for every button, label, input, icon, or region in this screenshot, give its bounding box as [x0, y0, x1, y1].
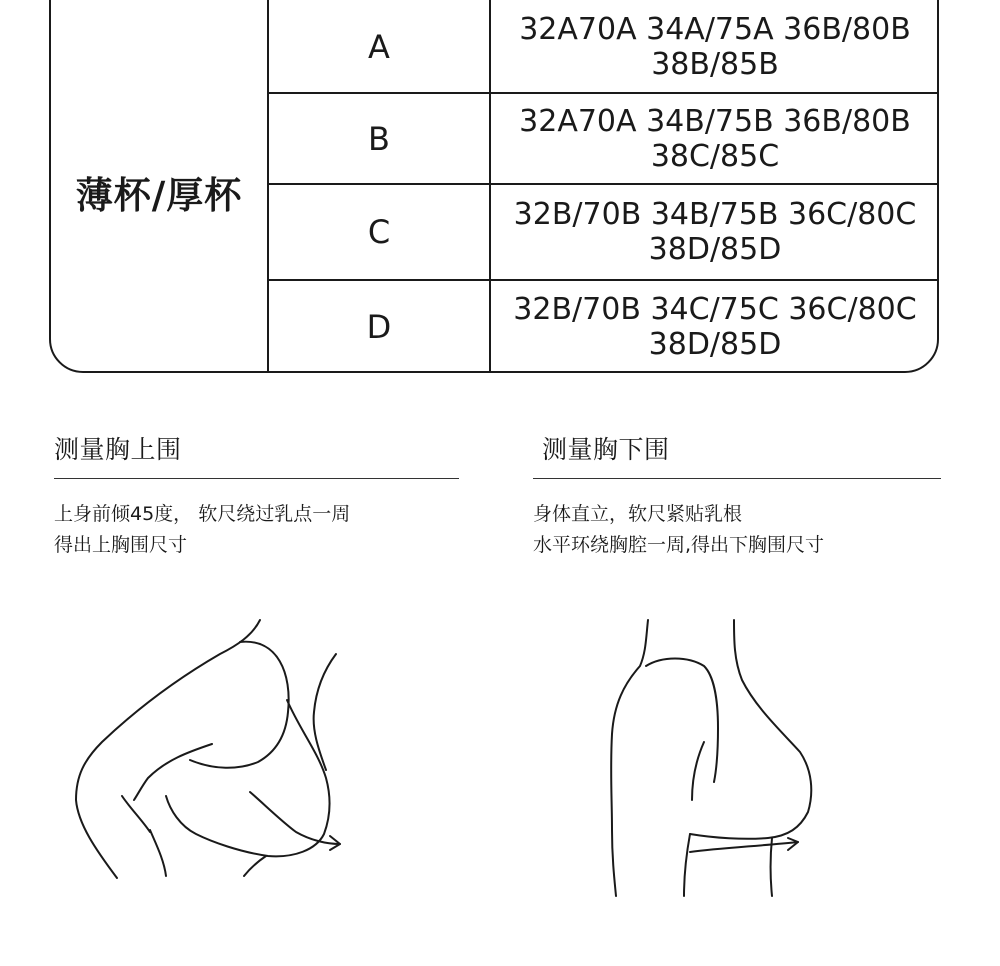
under-bust-section — [533, 430, 941, 561]
instruction-text — [54, 499, 459, 561]
group-label: 薄杯/厚杯 — [51, 0, 269, 371]
size-line: 38D/85D — [648, 327, 782, 362]
size-line: 32B/70B 34B/75B 36C/80C — [513, 197, 917, 232]
instruction-line: 身体直立，软尺紧贴乳根 — [533, 503, 743, 525]
size-values — [491, 185, 939, 279]
upper-bust-section — [54, 430, 459, 561]
size-line: 32A70A 34A/75A 36B/80B — [519, 12, 911, 47]
table-row — [269, 185, 939, 281]
under-bust-illustration — [600, 610, 830, 910]
table-row — [269, 94, 939, 185]
table-row — [269, 0, 939, 94]
size-values — [491, 281, 939, 373]
section-title: 测量胸下围 — [533, 430, 941, 479]
cup-label: B — [269, 94, 491, 183]
cup-label: A — [269, 0, 491, 92]
size-line: 38C/85C — [650, 138, 780, 174]
instruction-text — [533, 499, 941, 561]
size-line: 32B/70B 34C/75C 36C/80C — [513, 292, 917, 327]
upper-bust-line-art — [60, 610, 360, 890]
size-values — [491, 94, 939, 183]
size-line: 38B/85B — [651, 47, 779, 82]
section-title: 测量胸上围 — [54, 430, 459, 479]
instruction-line: 水平环绕胸腔一周,得出下胸围尺寸 — [533, 534, 825, 556]
cup-label: C — [269, 185, 491, 279]
size-table — [49, 0, 939, 373]
upper-bust-illustration — [60, 610, 360, 890]
instruction-line: 上身前倾45度， 软尺绕过乳点一周 — [54, 503, 351, 525]
size-values — [491, 0, 939, 92]
table-row — [269, 281, 939, 373]
instruction-line: 得出上胸围尺寸 — [54, 534, 188, 556]
under-bust-line-art — [600, 610, 830, 910]
size-line: 32A70A 34B/75B 36B/80B — [519, 103, 911, 139]
cup-label: D — [269, 281, 491, 373]
size-line: 38D/85D — [648, 232, 782, 267]
